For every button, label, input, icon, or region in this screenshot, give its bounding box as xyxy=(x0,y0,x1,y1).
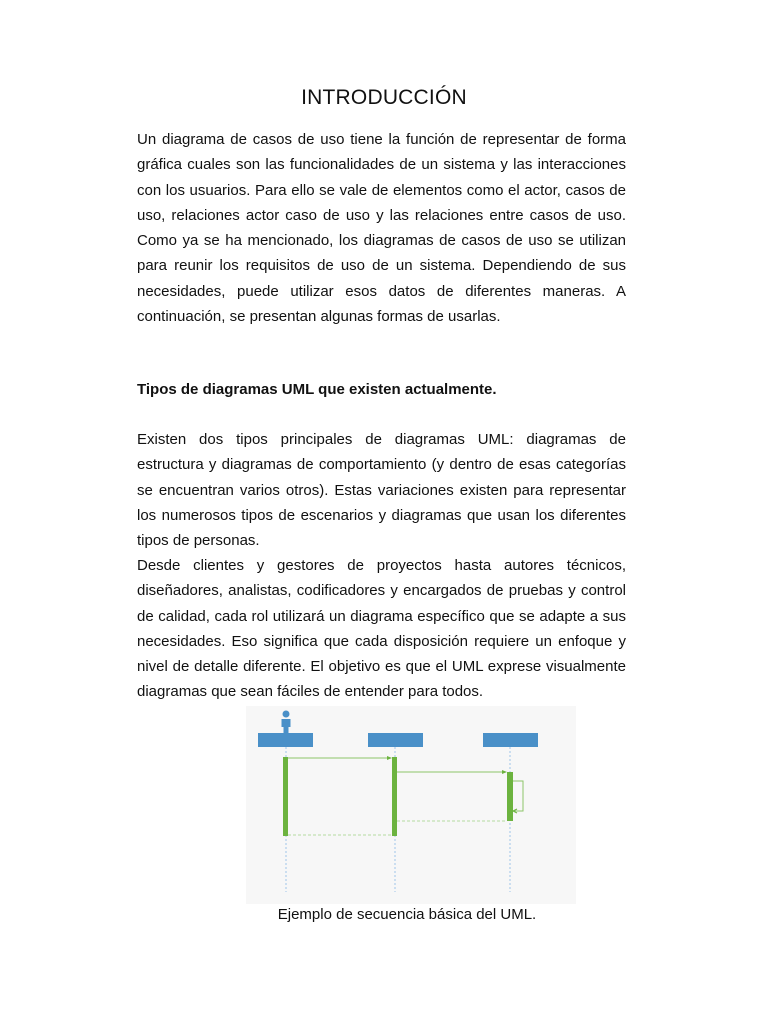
uml-types-paragraph: Existen dos tipos principales de diagramas UML: diagramas de estructura y diagramas de comportamiento (y dentro de esas categorías se encuentran varios otros). Estas variaciones existen para representar los numerosos tipos de escenarios y diagramas que usan los diferentes tipos de personas. xyxy=(137,431,626,550)
roles-paragraph: Desde clientes y gestores de proyectos hasta autores técnicos, diseñadores, analistas, codificadores y encargados de pruebas y control de calidad, cada rol utilizará un diagrama específico que se adapte a sus necesidades. Eso significa que cada disposición requiere un enfoque y nivel de detalle diferente. El objetivo es que el UML exprese visualmente diagramas que sean fáciles de entender para todos. xyxy=(137,557,626,701)
lifeline-header-1 xyxy=(258,733,313,747)
section-heading: Tipos de diagramas UML que existen actualmente. xyxy=(137,381,497,398)
sequence-diagram-figure xyxy=(246,706,576,904)
sequence-diagram xyxy=(246,706,576,904)
activation-bar-3 xyxy=(507,772,513,821)
person-icon xyxy=(282,711,291,734)
lifeline-header-3 xyxy=(483,733,538,747)
figure-caption: Ejemplo de secuencia básica del UML. xyxy=(277,906,537,923)
activation-bar-1 xyxy=(283,757,288,836)
lifeline-header-2 xyxy=(368,733,423,747)
activation-bar-2 xyxy=(392,757,397,836)
intro-paragraph: Un diagrama de casos de uso tiene la función de representar de forma gráfica cuales son las funcionalidades de un sistema y las interacciones con los usuarios. Para ello se vale de elementos como el actor, casos de uso, relaciones actor caso de uso y las relaciones entre casos de uso. Como ya se ha mencionado, los diagramas de casos de uso se utilizan para reunir los requisitos de uso de un sistema. Dependiendo de sus necesidades, puede utilizar esos datos de diferentes maneras. A continuación, se presentan algunas formas de usarlas. xyxy=(137,131,626,326)
self-message-3 xyxy=(513,781,523,811)
page-title: INTRODUCCIÓN xyxy=(301,86,467,109)
